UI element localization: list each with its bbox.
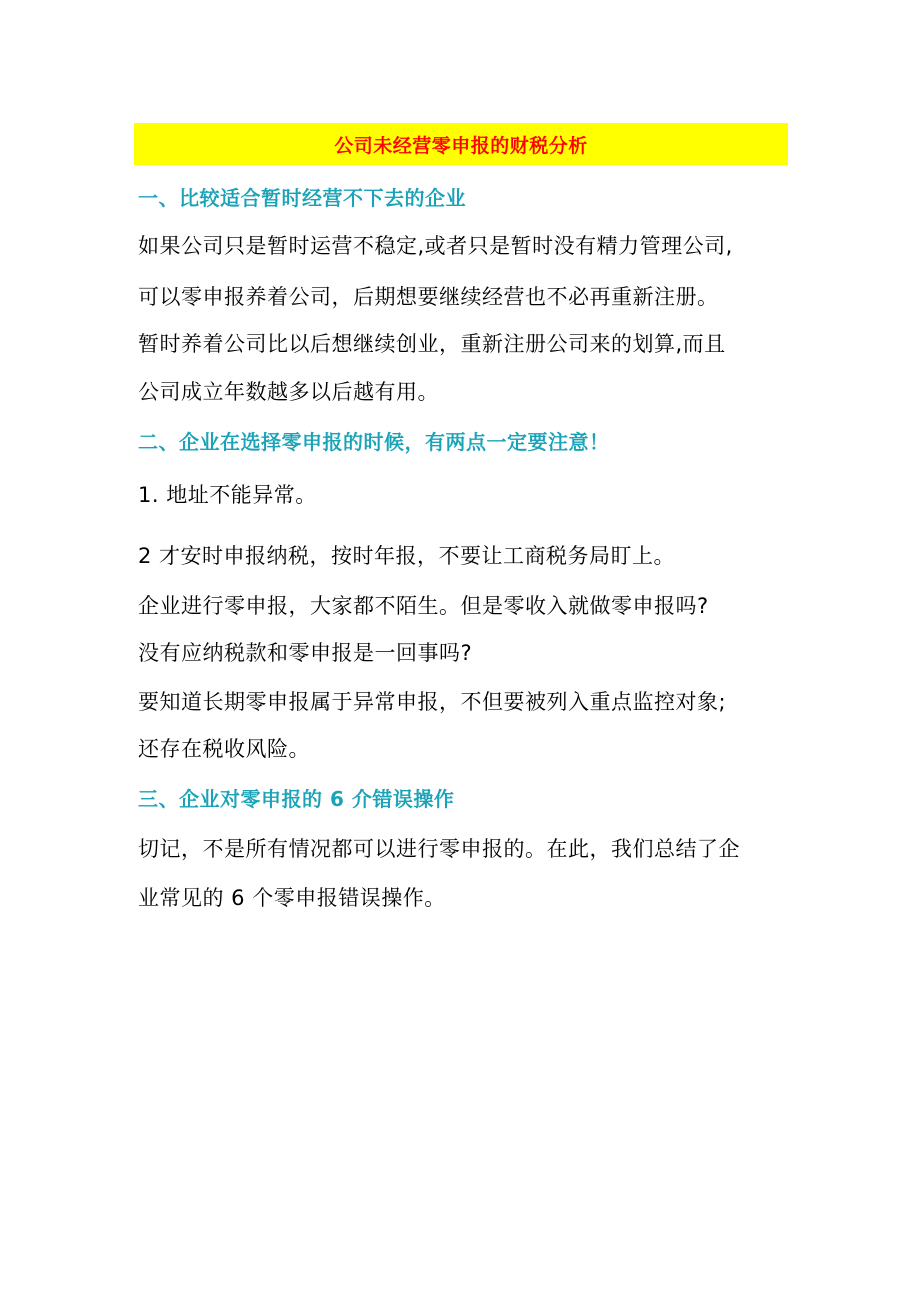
document-title: 公司未经营零申报的财税分析 bbox=[334, 134, 588, 157]
section-3-heading: 三、企业对零申报的 6 介错误操作 bbox=[138, 787, 455, 811]
section-1-line-4: 公司成立年数越多以后越有用。 bbox=[138, 380, 439, 404]
section-3-line-1: 切记，不是所有情况都可以进行零申报的。在此，我们总结了企 bbox=[138, 837, 740, 861]
title-banner bbox=[134, 123, 788, 165]
section-2-line-1: 企业进行零申报，大家都不陌生。但是零收入就做零申报吗? bbox=[138, 594, 709, 618]
section-2-item-2: 2 才安时申报纳税，按时年报，不要让工商税务局盯上。 bbox=[138, 544, 676, 568]
section-1-line-1: 如果公司只是暂时运营不稳定,或者只是暂时没有精力管理公司, bbox=[138, 234, 733, 258]
section-1-line-3: 暂时养着公司比以后想继续创业，重新注册公司来的划算,而且 bbox=[138, 332, 726, 356]
section-2-item-1: 1. 地址不能异常。 bbox=[138, 483, 317, 507]
section-3-line-2: 业常见的 6 个零申报错误操作。 bbox=[138, 886, 446, 910]
section-2-heading: 二、企业在选择零申报的时候，有两点一定要注意！ bbox=[138, 430, 610, 454]
section-1-heading: 一、比较适合暂时经营不下去的企业 bbox=[138, 186, 466, 210]
section-1-line-2: 可以零申报养着公司，后期想要继续经营也不必再重新注册。 bbox=[138, 285, 719, 309]
section-2-line-3: 要知道长期零申报属于异常申报，不但要被列入重点监控对象; bbox=[138, 690, 727, 714]
section-2-line-4: 还存在税收风险。 bbox=[138, 737, 310, 761]
section-2-line-2: 没有应纳税款和零申报是一回事吗? bbox=[138, 641, 473, 665]
